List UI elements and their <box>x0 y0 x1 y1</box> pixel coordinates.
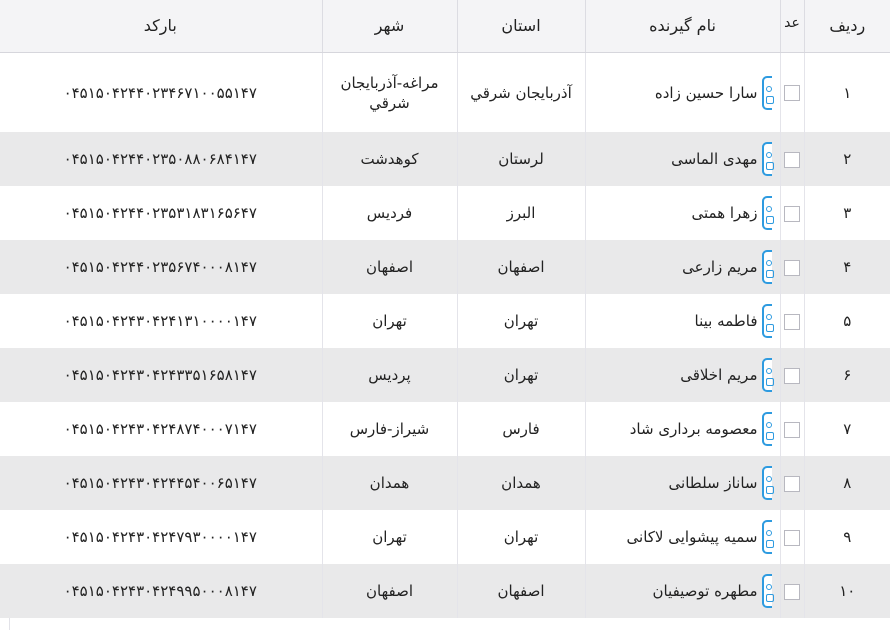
cell-city: کوهدشت <box>322 132 457 186</box>
recipient-name: فاطمه بینا <box>694 312 758 330</box>
row-checkbox[interactable] <box>784 152 800 168</box>
row-checkbox[interactable] <box>784 476 800 492</box>
contact-card-icon[interactable] <box>762 250 772 284</box>
cell-province: تهران <box>457 294 585 348</box>
cell-recipient <box>585 240 780 294</box>
header-province[interactable]: استان <box>457 0 585 53</box>
contact-card-icon[interactable] <box>762 142 772 176</box>
cell-barcode: ۰۴۵۱۵۰۴۲۴۳۰۴۲۴۴۵۴۰۰۶۵۱۴۷ <box>0 456 322 510</box>
cell-select[interactable] <box>780 53 804 133</box>
cell-select[interactable] <box>780 564 804 618</box>
header-barcode[interactable]: بارکد <box>0 0 322 53</box>
contact-card-icon[interactable] <box>762 520 772 554</box>
recipient-name: سارا حسین زاده <box>654 83 758 102</box>
cell-index: ۱۰ <box>804 564 890 618</box>
cell-province: تهران <box>457 348 585 402</box>
cell-recipient <box>585 510 780 564</box>
cell-recipient <box>585 294 780 348</box>
cell-province: فارس <box>457 402 585 456</box>
recipient-name: مطهره توصیفیان <box>652 582 758 600</box>
cell-select[interactable] <box>780 348 804 402</box>
cell-province: تهران <box>457 510 585 564</box>
cell-province: لرستان <box>457 132 585 186</box>
cell-barcode: ۰۴۵۱۵۰۴۲۴۳۰۴۲۴۹۹۵۰۰۰۸۱۴۷ <box>0 564 322 618</box>
cell-recipient <box>585 348 780 402</box>
recipient-name: مهدی الماسی <box>671 150 758 168</box>
table-row[interactable] <box>0 402 890 456</box>
contact-card-icon[interactable] <box>762 304 772 338</box>
cell-recipient <box>585 402 780 456</box>
row-checkbox[interactable] <box>784 530 800 546</box>
cell-select[interactable] <box>780 294 804 348</box>
cell-barcode: ۰۴۵۱۵۰۴۲۴۳۰۴۲۴۸۷۴۰۰۰۷۱۴۷ <box>0 402 322 456</box>
cell-province: اصفهان <box>457 564 585 618</box>
cell-barcode: ۰۴۵۱۵۰۴۲۴۳۰۴۲۴۱۳۱۰۰۰۰۱۴۷ <box>0 294 322 348</box>
recipient-name: ساناز سلطانی <box>668 474 758 492</box>
cell-index: ۳ <box>804 186 890 240</box>
cell-barcode: ۰۴۵۱۵۰۴۲۴۴۰۲۳۴۶۷۱۰۰۵۵۱۴۷ <box>0 53 322 133</box>
cell-recipient <box>585 564 780 618</box>
table-row[interactable] <box>0 564 890 618</box>
table-row[interactable] <box>0 53 890 133</box>
cell-select[interactable] <box>780 402 804 456</box>
header-select[interactable] <box>780 0 804 53</box>
cell-city: تهران <box>322 294 457 348</box>
cell-province: همدان <box>457 456 585 510</box>
cell-barcode: ۰۴۵۱۵۰۴۲۴۳۰۴۲۴۷۹۳۰۰۰۰۱۴۷ <box>0 510 322 564</box>
recipient-name: زهرا همتی <box>691 204 758 222</box>
row-checkbox[interactable] <box>784 260 800 276</box>
cell-barcode: ۰۴۵۱۵۰۴۲۴۴۰۲۳۵۳۱۸۳۱۶۵۶۴۷ <box>0 186 322 240</box>
row-checkbox[interactable] <box>784 314 800 330</box>
cell-barcode: ۰۴۵۱۵۰۴۲۴۴۰۲۳۵۶۷۴۰۰۰۸۱۴۷ <box>0 240 322 294</box>
row-checkbox[interactable] <box>784 368 800 384</box>
contact-card-icon[interactable] <box>762 466 772 500</box>
recipient-name: معصومه برداری شاد <box>629 420 758 438</box>
cell-city: اصفهان <box>322 564 457 618</box>
table-row[interactable] <box>0 132 890 186</box>
row-checkbox[interactable] <box>784 85 800 101</box>
cell-province: آذربایجان شرقي <box>457 53 585 133</box>
cell-barcode: ۰۴۵۱۵۰۴۲۴۴۰۲۳۵۰۸۸۰۶۸۴۱۴۷ <box>0 132 322 186</box>
cell-recipient <box>585 132 780 186</box>
cell-select[interactable] <box>780 510 804 564</box>
cell-index: ۸ <box>804 456 890 510</box>
cell-select[interactable] <box>780 240 804 294</box>
cell-index: ۲ <box>804 132 890 186</box>
table-row[interactable] <box>0 456 890 510</box>
cell-index: ۱ <box>804 53 890 133</box>
cell-city: همدان <box>322 456 457 510</box>
cell-recipient <box>585 53 780 133</box>
cell-city: تهران <box>322 510 457 564</box>
recipient-name: مریم اخلاقی <box>680 366 758 384</box>
table-row[interactable] <box>0 186 890 240</box>
row-checkbox[interactable] <box>784 206 800 222</box>
cell-recipient <box>585 456 780 510</box>
contact-card-icon[interactable] <box>762 358 772 392</box>
header-recipient[interactable]: نام گیرنده <box>585 0 780 53</box>
cell-select[interactable] <box>780 186 804 240</box>
cell-city: شیراز-فارس <box>322 402 457 456</box>
header-index[interactable]: ردیف <box>804 0 890 53</box>
cell-barcode: ۰۴۵۱۵۰۴۲۴۳۰۴۲۴۳۳۵۱۶۵۸۱۴۷ <box>0 348 322 402</box>
header-select-label: عد <box>784 15 800 31</box>
cell-index: ۴ <box>804 240 890 294</box>
contact-card-icon[interactable] <box>762 574 772 608</box>
cell-recipient <box>585 186 780 240</box>
table-row[interactable] <box>0 348 890 402</box>
cell-index: ۹ <box>804 510 890 564</box>
cell-index: ۶ <box>804 348 890 402</box>
cell-city: فردیس <box>322 186 457 240</box>
cell-select[interactable] <box>780 456 804 510</box>
table-row[interactable] <box>0 510 890 564</box>
row-checkbox[interactable] <box>784 584 800 600</box>
recipient-name: مریم زارعی <box>682 258 758 276</box>
cell-select[interactable] <box>780 132 804 186</box>
cell-index: ۷ <box>804 402 890 456</box>
contact-card-icon[interactable] <box>762 412 772 446</box>
cell-city: پردیس <box>322 348 457 402</box>
cell-province: البرز <box>457 186 585 240</box>
table-row[interactable] <box>0 294 890 348</box>
contact-card-icon[interactable] <box>762 196 772 230</box>
contact-card-icon[interactable] <box>762 76 772 110</box>
cell-index: ۵ <box>804 294 890 348</box>
header-city[interactable]: شهر <box>322 0 457 53</box>
header-row <box>0 0 890 53</box>
recipient-name: سمیه پیشوایی لاکانی <box>626 528 758 546</box>
cell-province: اصفهان <box>457 240 585 294</box>
table-row[interactable] <box>0 240 890 294</box>
cell-city: مراغه-آذربایجان شرقي <box>322 53 457 133</box>
cell-city: اصفهان <box>322 240 457 294</box>
row-checkbox[interactable] <box>784 422 800 438</box>
